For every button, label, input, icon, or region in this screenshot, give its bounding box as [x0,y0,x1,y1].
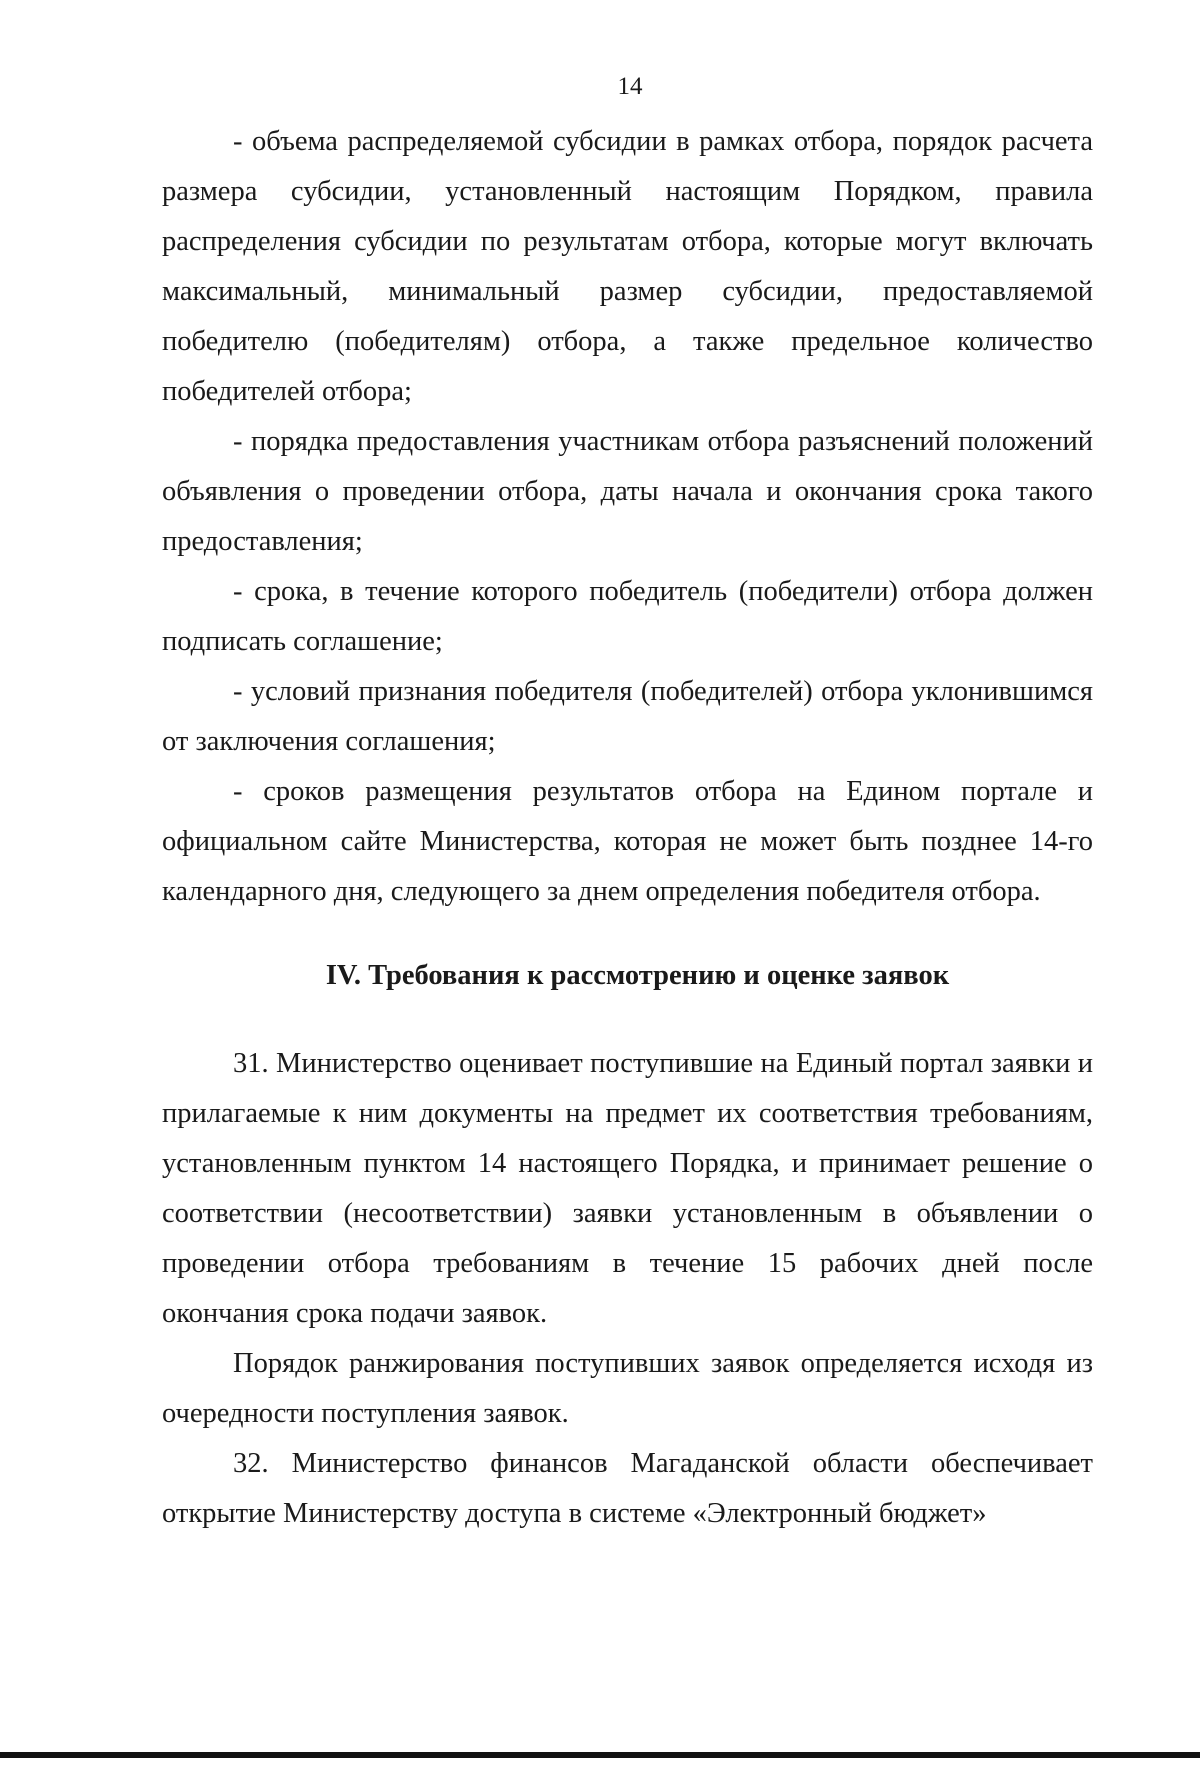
list-item: - срока, в течение которого победитель (победители) отбора должен подписать соглашение; [162,576,1093,657]
section-heading: IV. Требования к рассмотрению и оценке заявок [325,960,950,991]
page-number: 14 [617,73,643,100]
list-item: - условий признания победителя (победителей) отбора уклонившимся от заключения соглашения; [162,676,1093,757]
list-item: - объема распределяемой субсидии в рамках отбора, порядок расчета размера субсидии, установленный настоящим Порядком, правила распределения субсидии по результатам отбора, которые могут включать максимальный, минимальный размер субсидии, предоставляемой победителю (победителям) отбора, а также предельное количество победителей отбора; [162,126,1093,407]
list-item: - сроков размещения результатов отбора на Едином портале и официальном сайте Министерства, которая не может быть позднее 14-го календарного дня, следующего за днем определения победителя отбора. [162,776,1093,907]
paragraph: 31. Министерство оценивает поступившие на Единый портал заявки и прилагаемые к ним документы на предмет их соответствия требованиям, установленным пунктом 14 настоящего Порядка, и принимает решение о соответствии (несоответствии) заявки установленным в объявлении о проведении отбора требованиям в течение 15 рабочих дней после окончания срока подачи заявок. [162,1048,1093,1329]
document-body [162,117,1093,1539]
list-item: - порядка предоставления участникам отбора разъяснений положений объявления о проведении отбора, даты начала и окончания срока такого предоставления; [162,426,1093,557]
bottom-border-line [0,1752,1200,1758]
paragraph: 32. Министерство финансов Магаданской области обеспечивает открытие Министерству доступа в системе «Электронный бюджет» [162,1448,1093,1529]
paragraph: Порядок ранжирования поступивших заявок определяется исходя из очередности поступления заявок. [162,1348,1093,1429]
